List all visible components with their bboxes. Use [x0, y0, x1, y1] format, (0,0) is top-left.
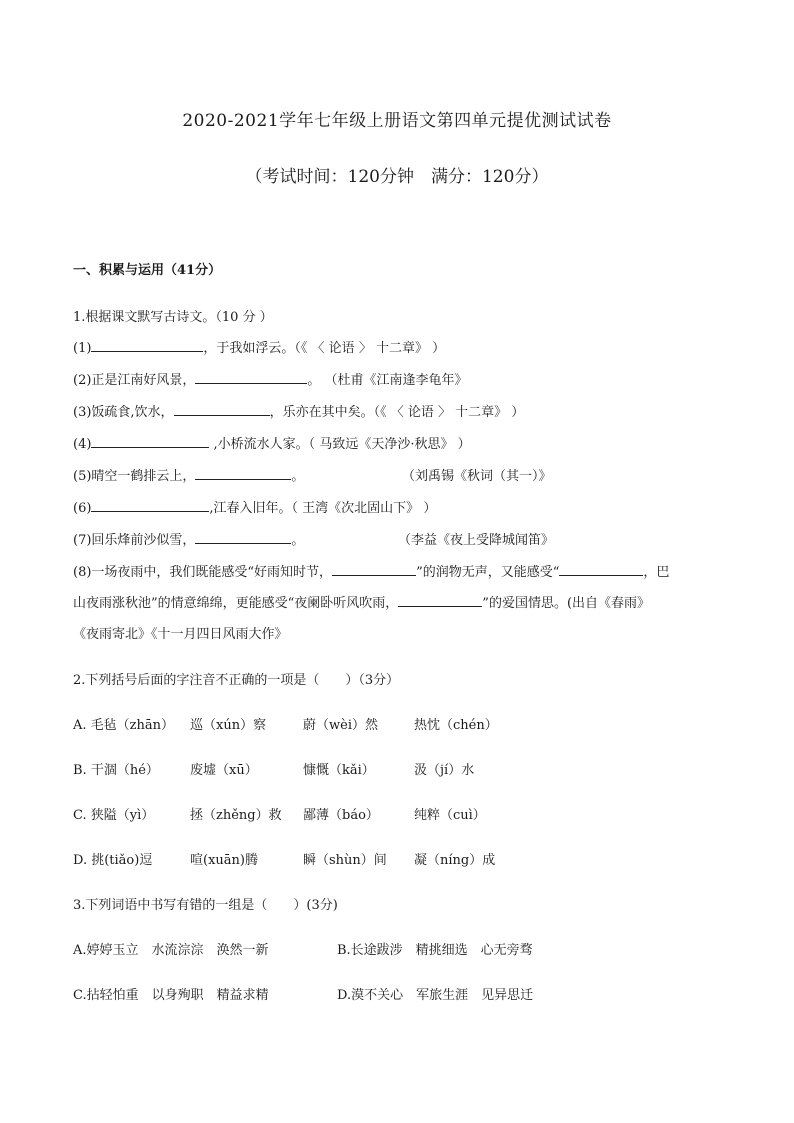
- q1-item-1: (1) ，于我如浮云。（《 〈 论语 〉 十二章》 ）: [73, 341, 446, 356]
- q1-item-6: (6) ,江春入旧年。（ 王湾《次北固山下》 ）: [73, 501, 437, 516]
- q1-item-4: (4) ,小桥流水人家。（ 马致远《天净沙·秋思》 ）: [73, 437, 471, 452]
- answer-blank[interactable]: [174, 404, 270, 416]
- question-1-stem: 1.根据课文默写古诗文。（10 分 ）: [73, 310, 273, 325]
- section-heading: 一、积累与运用（41分）: [73, 263, 222, 278]
- exam-info: （考试时间：120分钟 满分：120分）: [245, 167, 549, 187]
- answer-blank[interactable]: [559, 564, 643, 576]
- question-3-stem: 3.下列词语中书写有错的一组是（ ）(3分): [73, 898, 338, 913]
- q3-option-d[interactable]: D.漠不关心 军旅生涯 见异思迁: [337, 988, 534, 1003]
- question-2-stem: 2.下列括号后面的字注音不正确的一项是（ ）（3分）: [73, 673, 400, 688]
- q1-item-3: (3)饭疏食,饮水， ，乐亦在其中矣。（《 〈 论语 〉 十二章》 ）: [73, 405, 525, 420]
- answer-blank[interactable]: [195, 468, 291, 480]
- q1-item-7-source: （李益《夜上受降城闻笛》: [398, 533, 555, 548]
- q3-option-a[interactable]: A.婷婷玉立 水流淙淙 涣然一新: [73, 943, 269, 958]
- q1-item-8-cont: 山夜雨涨秋池”的情意绵绵，更能感受“夜阑卧听风吹雨， ”的爱国情思。(出自《春雨》: [73, 596, 651, 611]
- q3-option-c[interactable]: C.拈轻怕重 以身殉职 精益求精: [73, 988, 269, 1003]
- answer-blank[interactable]: [91, 436, 209, 448]
- answer-blank[interactable]: [195, 532, 291, 544]
- answer-blank[interactable]: [332, 564, 416, 576]
- q3-option-b[interactable]: B.长途跋涉 精挑细选 心无旁骛: [337, 943, 533, 958]
- answer-blank[interactable]: [195, 372, 307, 384]
- q1-item-5-source: （刘禹锡《秋词（其一）》: [402, 469, 552, 484]
- page-title: 2020-2021学年七年级上册语文第四单元提优测试试卷: [182, 111, 612, 131]
- answer-blank[interactable]: [91, 340, 203, 352]
- q1-item-8-sources: 《夜雨寄北》《十一月四日风雨大作》: [73, 627, 288, 642]
- q1-item-7: (7)回乐烽前沙似雪， 。: [73, 533, 305, 548]
- answer-blank[interactable]: [398, 595, 482, 607]
- q1-item-5: (5)晴空一鹤排云上， 。: [73, 469, 305, 484]
- q1-item-2: (2)正是江南好风景， 。 （杜甫《江南逢李龟年》: [73, 373, 468, 388]
- q1-item-8: (8)一场夜雨中，我们既能感受“好雨知时节， ”的润物无声，又能感受“ ，巴: [73, 565, 670, 580]
- answer-blank[interactable]: [91, 500, 209, 512]
